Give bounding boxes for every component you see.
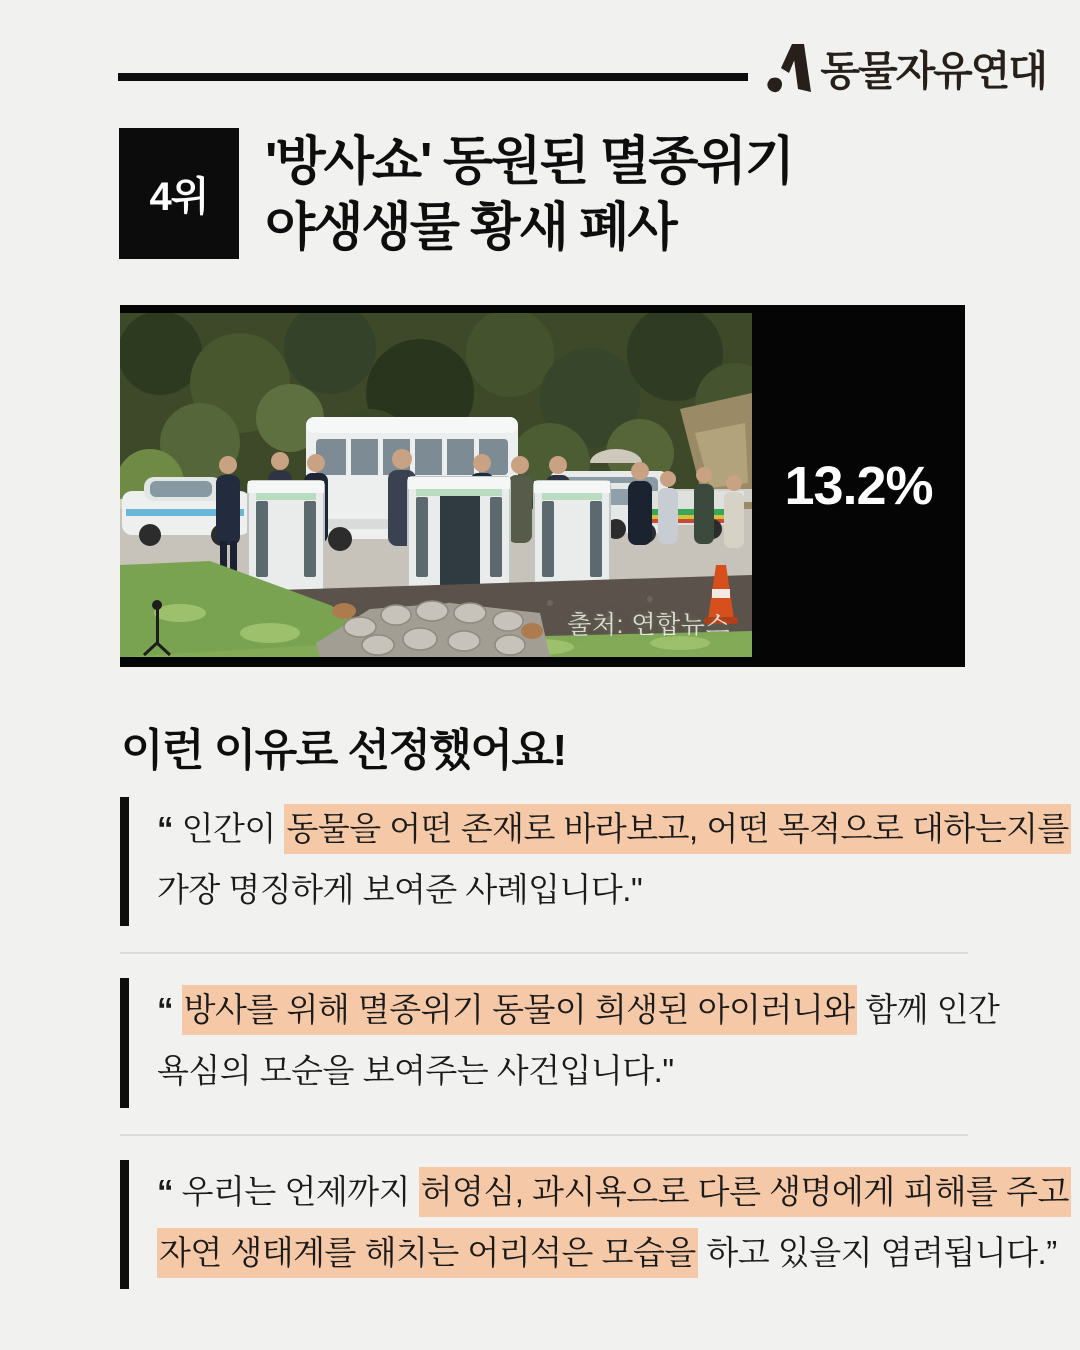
page-title (265, 128, 793, 261)
quote-line: “ 방사를 위해 멸종위기 동물이 희생된 아이러니와 함께 인간 (157, 980, 999, 1041)
top-rule (118, 73, 748, 81)
quote-line: 자연 생태계를 해치는 어리석은 모습을 하고 있을지 염려됩니다.” (157, 1223, 1071, 1284)
section-heading: 이런 이유로 선정했어요! (121, 726, 566, 775)
quotes-section (120, 797, 1069, 1289)
quote-accent-bar (120, 797, 129, 926)
quote-block (120, 1160, 1069, 1289)
quote-line: 가장 명징하게 보여준 사례입니다." (157, 870, 643, 908)
photo-credit: 출처: 연합뉴스 (567, 611, 730, 639)
brand-logo (765, 38, 1046, 97)
quote-text (129, 1160, 1071, 1289)
quote-text (129, 797, 1071, 926)
quote-accent-bar (120, 1160, 129, 1289)
quote-block (120, 797, 1069, 926)
title-line-1: '방사쇼' 동원된 멸종위기 (265, 133, 793, 191)
brand-logo-icon (765, 43, 811, 93)
quote-accent-bar (120, 978, 129, 1107)
quote-line: “ 인간이 동물을 어떤 존재로 바라보고, 어떤 목적으로 대하는지를 (157, 799, 1071, 860)
news-photo (120, 313, 752, 657)
divider (120, 952, 968, 954)
media-bar (120, 305, 965, 667)
brand-name: 동물자유연대 (820, 48, 1046, 94)
stat-panel (752, 305, 965, 667)
quote-block (120, 978, 1000, 1107)
quote-text (129, 978, 999, 1107)
news-photo-frame (120, 305, 752, 667)
header (119, 128, 793, 261)
title-line-2: 야생생물 황새 폐사 (265, 198, 676, 257)
divider (120, 1134, 968, 1136)
quote-line: “ 우리는 언제까지 허영심, 과시욕으로 다른 생명에게 피해를 주고 (157, 1162, 1071, 1223)
vote-percentage: 13.2% (784, 456, 933, 516)
quote-line: 욕심의 모순을 보여주는 사건입니다." (157, 1052, 674, 1090)
rank-badge: 4위 (119, 128, 239, 259)
